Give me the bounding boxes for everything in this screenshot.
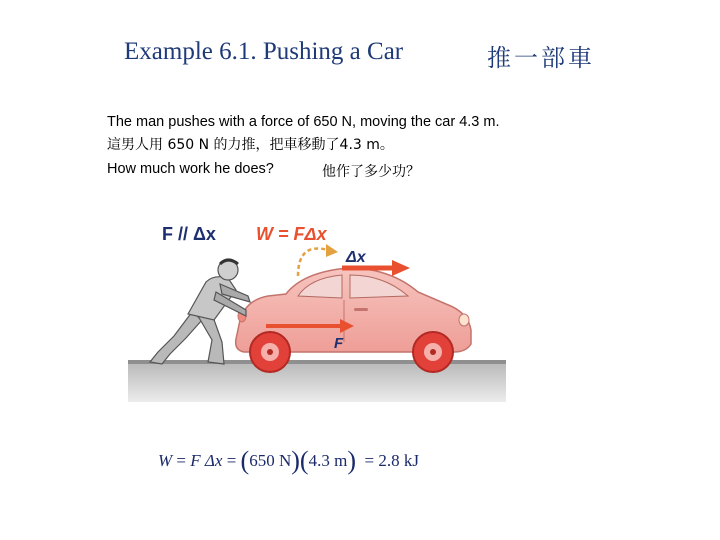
car xyxy=(236,268,471,372)
curved-arrow-head xyxy=(326,244,338,257)
formula-f: F xyxy=(190,451,201,470)
formula-dx: Δx xyxy=(200,451,223,470)
label-dx: Δx xyxy=(346,249,366,266)
car-pushing-illustration xyxy=(128,212,508,404)
ground xyxy=(128,362,506,402)
formula-w: W xyxy=(158,451,173,470)
man-pushing xyxy=(150,260,250,364)
paren-open: ( xyxy=(299,446,309,475)
displacement-arrowhead xyxy=(392,260,410,276)
formula-result: = 2.8 kJ xyxy=(364,451,419,470)
question-chinese: 他作了多少功？ xyxy=(322,164,420,180)
formula-equals-2: = xyxy=(222,451,241,470)
label-work-equation: W = FΔx xyxy=(256,224,327,244)
label-f-parallel-dx: F // Δx xyxy=(162,224,216,244)
formula-distance-value: 4.3 m xyxy=(308,451,348,470)
problem-statement-chinese: 這男人用 650 N 的力推，把車移動了4.3 m。 xyxy=(107,137,394,153)
paren-open: ( xyxy=(240,446,250,475)
formula-force-value: 650 N xyxy=(249,451,292,470)
page-title: Example 6.1. Pushing a Car xyxy=(124,38,404,65)
paren-close: ) xyxy=(347,446,356,475)
question-english: How much work he does? xyxy=(107,161,274,177)
work-formula xyxy=(158,446,419,476)
paren-close: ) xyxy=(291,446,300,475)
page-title-chinese: 推一部車 xyxy=(487,44,595,72)
formula-equals-1: = xyxy=(172,451,191,470)
label-force-vector: F xyxy=(334,335,344,352)
problem-statement-english: The man pushes with a force of 650 N, moving the car 4.3 m. xyxy=(107,114,500,130)
